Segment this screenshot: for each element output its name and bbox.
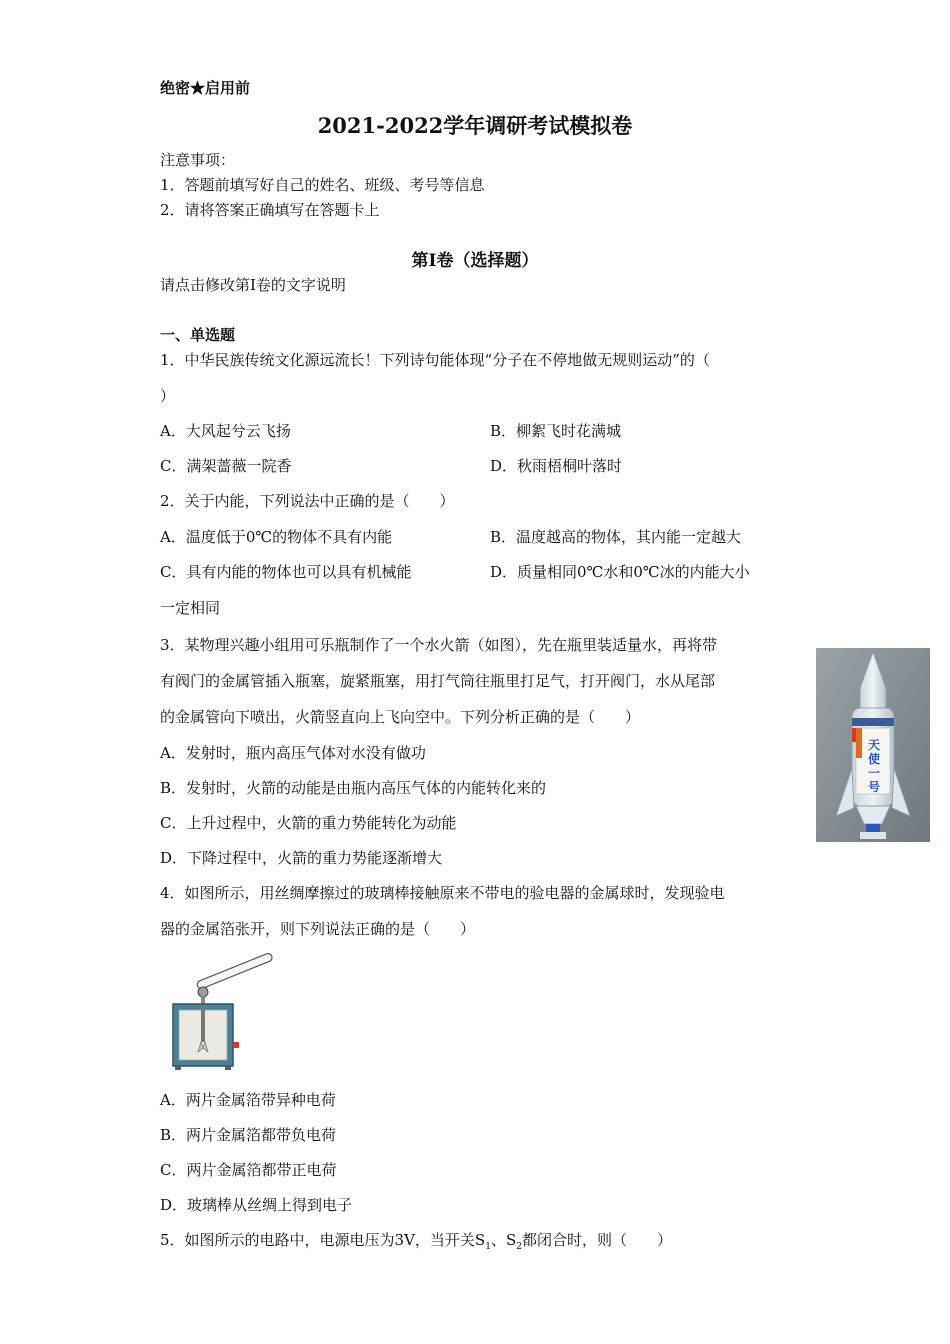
question-3-option-d: D．下降过程中，火箭的重力势能逐渐增大 <box>160 849 443 867</box>
question-2-stem: 2．关于内能，下列说法中正确的是（ ） <box>160 492 455 510</box>
question-5-stem-part: 都闭合时，则（ ） <box>521 1231 672 1249</box>
question-1-option-b: B．柳絮飞时花满城 <box>490 422 622 440</box>
question-3-stem: 3．某物理兴趣小组用可乐瓶制作了一个水火箭（如图），先在瓶里装适量水，再将带 <box>160 636 718 654</box>
question-4-stem: 4．如图所示，用丝绸摩擦过的玻璃棒接触原来不带电的验电器的金属球时，发现验电 <box>160 884 725 902</box>
question-1-stem: 1．中华民族传统文化源远流长！下列诗句能体现“分子在不停地做无规则运动”的（ <box>160 351 710 369</box>
question-1-option-a: A．大风起兮云飞扬 <box>160 422 291 440</box>
electroscope-figure <box>165 950 280 1075</box>
note-item: 1．答题前填写好自己的姓名、班级、考号等信息 <box>160 176 485 194</box>
rocket-label-char: 使 <box>867 752 880 766</box>
question-3-option-c: C．上升过程中，火箭的重力势能转化为动能 <box>160 814 457 832</box>
rocket-label-char: 号 <box>867 780 880 794</box>
question-4-option-a: A．两片金属箔带异种电荷 <box>160 1091 336 1109</box>
rocket-label-char: 天 <box>867 738 880 752</box>
question-4-stem-cont: 器的金属箔张开，则下列说法正确的是（ ） <box>160 920 476 938</box>
question-2-option-c: C．具有内能的物体也可以具有机械能 <box>160 563 412 581</box>
confidential-label: 绝密★启用前 <box>160 79 251 97</box>
question-2-option-d-cont: 一定相同 <box>160 599 221 617</box>
question-2-option-d: D．质量相同0℃水和0℃冰的内能大小 <box>490 563 750 581</box>
note-item: 2．请将答案正确填写在答题卡上 <box>160 201 380 219</box>
question-3-stem-cont: 有阀门的金属管插入瓶塞，旋紧瓶塞，用打气筒往瓶里打足气，打开阀门，水从尾部 <box>160 672 716 690</box>
question-2-option-a: A．温度低于0℃的物体不具有内能 <box>160 528 393 546</box>
electroscope-illustration <box>165 950 280 1075</box>
question-5-stem-part: 、S <box>490 1231 517 1249</box>
question-4-option-c: C．两片金属箔都带正电荷 <box>160 1161 337 1179</box>
question-5-stem-part: 5．如图所示的电路中，电源电压为3V，当开关S <box>160 1231 486 1249</box>
notes-heading: 注意事项： <box>160 151 236 169</box>
part-heading: 一、单选题 <box>160 326 236 344</box>
subscript-2: 2 <box>516 1242 522 1252</box>
question-3-option-b: B．发射时，火箭的动能是由瓶内高压气体的内能转化来的 <box>160 779 547 797</box>
rocket-label-char: 一 <box>867 766 880 780</box>
question-5-stem <box>160 1230 672 1257</box>
question-4-option-b: B．两片金属箔都带负电荷 <box>160 1126 337 1144</box>
question-1-stem-cont: ） <box>160 387 176 405</box>
section-description[interactable]: 请点击修改第I卷的文字说明 <box>160 276 346 294</box>
question-2-option-b: B．温度越高的物体，其内能一定越大 <box>490 528 742 546</box>
question-4-option-d: D．玻璃棒从丝绸上得到电子 <box>160 1196 353 1214</box>
water-rocket-photo <box>816 648 930 842</box>
question-1-option-d: D．秋雨梧桐叶落时 <box>490 457 623 475</box>
section-title: 第I卷（选择题） <box>411 251 539 271</box>
question-3-option-a: A．发射时，瓶内高压气体对水没有做功 <box>160 744 426 762</box>
question-3-stem-cont: 的金属管向下喷出，火箭竖直向上飞向空中。下列分析正确的是（ ） <box>160 708 641 726</box>
rocket-label <box>862 738 886 794</box>
exam-title: 2021-2022学年调研考试模拟卷 <box>317 113 633 138</box>
subscript-1: 1 <box>485 1242 491 1252</box>
question-1-option-c: C．满架蔷薇一院香 <box>160 457 292 475</box>
